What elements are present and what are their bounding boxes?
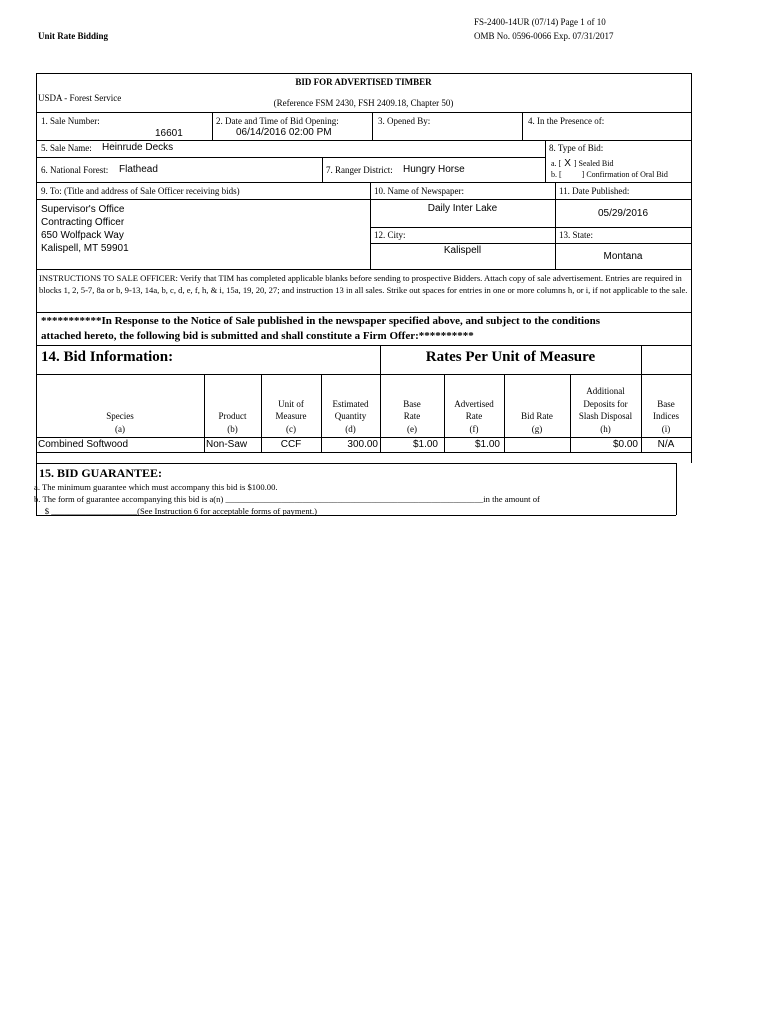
column-header-unit: Unit of Measure (c) bbox=[275, 398, 307, 434]
cell-species: Combined Softwood bbox=[38, 439, 129, 450]
cell-base-indices: N/A bbox=[657, 439, 675, 450]
guarantee-line-a: a. The minimum guarantee which must accompany this bid is $100.00. bbox=[34, 482, 278, 492]
cell-product: Non-Saw bbox=[206, 439, 248, 450]
city-value: Kalispell bbox=[443, 245, 482, 256]
state-value: Montana bbox=[603, 251, 643, 262]
column-header-product: Product (b) bbox=[218, 411, 247, 434]
address-line: Supervisor's Office bbox=[41, 204, 125, 215]
bid-type-label: 8. Type of Bid: bbox=[549, 143, 604, 153]
sale-number-value: 16601 bbox=[155, 128, 183, 139]
cell-quantity: 300.00 bbox=[347, 439, 378, 450]
rates-per-unit-heading: Rates Per Unit of Measure bbox=[425, 349, 596, 365]
newspaper-label: 10. Name of Newspaper: bbox=[374, 186, 464, 196]
national-forest-value: Flathead bbox=[119, 164, 158, 175]
guarantee-line-b: b. The form of guarantee accompanying this bid is a(n) ____________________________________________________________in the amount of bbox=[34, 494, 540, 504]
form-number: FS-2400-14UR (07/14) Page 1 of 10 bbox=[474, 17, 606, 27]
cell-base-rate: $1.00 bbox=[412, 439, 438, 450]
sale-number-label: 1. Sale Number: bbox=[41, 116, 100, 126]
bid-information-heading: 14. Bid Information: bbox=[41, 349, 174, 365]
column-header-quantity: Estimated Quantity (d) bbox=[332, 398, 369, 434]
cell-unit: CCF bbox=[280, 439, 302, 450]
bid-opening-value: 06/14/2016 02:00 PM bbox=[236, 127, 332, 138]
column-header-base-indices: Base Indices (i) bbox=[653, 398, 679, 434]
column-header-base-rate: Base Rate (e) bbox=[403, 398, 421, 434]
column-header-slash-disposal: Additional Deposits for Slash Disposal (h) bbox=[578, 386, 633, 434]
date-published-label: 11. Date Published: bbox=[559, 186, 630, 196]
agency-name: USDA - Forest Service bbox=[38, 93, 122, 103]
newspaper-value: Daily Inter Lake bbox=[427, 203, 498, 214]
sale-officer-instructions: INSTRUCTIONS TO SALE OFFICER: Verify that TIM has completed applicable blanks before sending to prospective Bidders. Attach copy of sale advertisement. Entries are required in blocks 1, 2, 5-7, 8a or b, 9-13, 14a, b, c, d, e, f, h, & i, 15a, 19, 20, 27; and instruction 13 in all sales. Strike out spaces for entries in one or more columns h, or i, if not applicable to the sale. bbox=[39, 273, 688, 296]
address-line: Contracting Officer bbox=[41, 217, 125, 228]
ranger-district-label: 7. Ranger District: bbox=[326, 165, 393, 175]
column-header-advertised-rate: Advertised Rate (f) bbox=[454, 398, 494, 434]
column-header-species: Species (a) bbox=[106, 411, 134, 434]
bid-type-sealed: a. [ X ] Sealed Bid bbox=[551, 158, 614, 169]
guarantee-line-c: $ ____________________(See Instruction 6 for acceptable forms of payment.) bbox=[34, 506, 318, 516]
sale-name-value: Heinrude Decks bbox=[102, 142, 174, 153]
bid-opening-label: 2. Date and Time of Bid Opening: bbox=[216, 116, 339, 126]
presence-label: 4. In the Presence of: bbox=[528, 116, 605, 126]
reference-line: (Reference FSM 2430, FSH 2409.18, Chapter 50) bbox=[273, 98, 454, 108]
address-line: Kalispell, MT 59901 bbox=[41, 243, 129, 254]
cell-slash-disposal: $0.00 bbox=[612, 439, 638, 450]
header-left-title: Unit Rate Bidding bbox=[38, 31, 109, 41]
cell-advertised-rate: $1.00 bbox=[474, 439, 500, 450]
to-label: 9. To: (Title and address of Sale Officer receiving bids) bbox=[41, 186, 240, 196]
omb-number: OMB No. 0596-0066 Exp. 07/31/2017 bbox=[474, 31, 614, 41]
form-title: BID FOR ADVERTISED TIMBER bbox=[295, 77, 432, 87]
sale-officer-address bbox=[41, 203, 129, 255]
sealed-bid-checkbox[interactable]: X bbox=[564, 158, 571, 169]
bid-guarantee-heading: 15. BID GUARANTEE: bbox=[39, 466, 163, 480]
national-forest-label: 6. National Forest: bbox=[41, 165, 109, 175]
firm-offer-line1: ***********In Response to the Notice of Sale published in the newspaper specified above, and subject to the conditions bbox=[41, 315, 601, 327]
city-label: 12. City: bbox=[374, 230, 406, 240]
firm-offer-line2: attached hereto, the following bid is submitted and shall constitute a Firm Offer:********** bbox=[41, 330, 474, 342]
sale-name-label: 5. Sale Name: bbox=[41, 143, 92, 153]
column-header-bid-rate: Bid Rate (g) bbox=[521, 411, 553, 434]
date-published-value: 05/29/2016 bbox=[597, 208, 649, 219]
opened-by-label: 3. Opened By: bbox=[378, 116, 431, 126]
address-line: 650 Wolfpack Way bbox=[41, 230, 124, 241]
ranger-district-value: Hungry Horse bbox=[403, 164, 465, 175]
state-label: 13. State: bbox=[559, 230, 593, 240]
bid-type-oral: b. [ ] Confirmation of Oral Bid bbox=[551, 170, 668, 179]
